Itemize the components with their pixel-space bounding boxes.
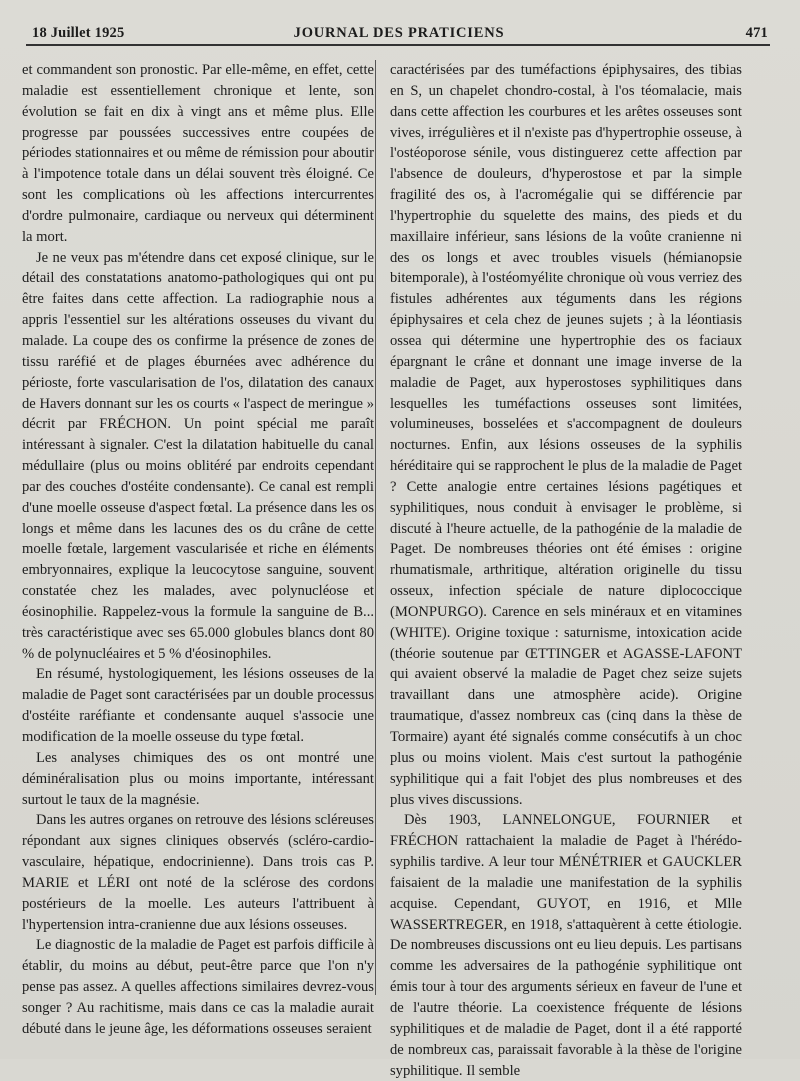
page-number: 471: [745, 25, 768, 41]
right-column: [390, 60, 742, 1081]
paragraph: Je ne veux pas m'étendre dans cet exposé clinique, sur le détail des constatations anatomo-pathologiques qui ont pu être faites dans cette affection. La radiographie nous a appris l'essentiel sur les altérations osseuses du vivant du malade. La coupe des os confirme la présence de zones de tissu raréfié et de plages éburnées avec adhérence du périoste, forte vascularisation de l'os, dilatation des canaux de Havers donnant sur les os courts « l'aspect de meringue » décrit par FRÉCHON. Un point spécial me paraît intéressant à signaler. C'est la dilatation habituelle du canal médullaire (plus ou moins oblitéré par endroits cependant par des couches d'ostéite condensante). Ce canal est rempli d'une moelle osseuse d'aspect fœtal. La présence dans les os longs et même dans les lacunes des os du crâne de cette moelle fœtale, largement vascularisée et riche en éléments embryonnaires, explique la leucocytose sanguine, souvent constatée chez les malades, avec polynucléose et éosinophilie. Rappelez-vous la formule la sanguine de B... très caractéristique avec ses 65.000 globules blancs dont 80 % de polynucléaires et 5 % d'éosinophiles.: [22, 249, 374, 662]
paragraph: et commandent son pronostic. Par elle-même, en effet, cette maladie est essentiellement chronique et lente, son évolution se fait en dix à vingt ans et même plus. Elle progresse par poussées successives entre coupées de périodes stationnaires et ou même de rémission pour aboutir à l'impotence totale dans un délai souvent très éloigné. Ce sont les complications où les affections intercurrentes d'ordre pulmonaire, cardiaque ou nerveux qui déterminent la mort.: [22, 62, 374, 245]
paragraph: caractérisées par des tuméfactions épiphysaires, des tibias en S, un chapelet chondro-costal, à l'os téomalacie, mais dans cette affection les courbures et les arêtes osseuses sont vives, irrégulières et il n'existe pas d'hypertrophie osseuse, à l'ostéoporose sénile, vous distinguerez cette affection par l'absence de douleurs, d'hyperostose et par la simple fragilité des os, à l'acromégalie qui se différencie par l'hypertrophie du squelette des mains, des pieds et du maxillaire inférieur, sans lésions de la voûte cranienne ni des os longs et avec troubles visuels (hémianopsie bitemporale), à l'ostéomyélite chronique où vous verriez des fistules adhérentes aux téguments dans les régions épiphysaires et cela chez de jeunes sujets ; à la léontiasis ossea qui détermine une hypertrophie des os faciaux épargnant le crâne et donnant une image inverse de la maladie de Paget, aux hyperostoses syphilitiques dans lesquelles les tuméfactions osseuses sont limitées, volumineuses, bosselées et s'accompagnent de douleurs nocturnes. Enfin, aux lésions osseuses de la syphilis héréditaire qui se rapprochent le plus de la maladie de Paget ? Cette analogie entre certaines lésions pagétiques et syphilitiques, nous conduit à envisager le problème, si discuté à l'heure actuelle, de la pathogénie de la maladie de Paget. De nombreuses théories ont été émises : origine rhumatismale, arthritique, altération originelle du tissu osseux, infection spéciale de nature diplococcique (MONPURGO). Carence en sels minéraux et en vitamines (WHITE). Origine toxique : saturnisme, intoxication acide (théorie soutenue par ŒTTINGER et AGASSE-LAFONT qui avaient observé la maladie de Paget chez seize sujets travaillant dans une atmosphère acide). Origine traumatique, d'assez nombreux cas (cinq dans la thèse de Tormaire) ayant été signalés comme consécutifs à un choc plus ou moins violent. Mais c'est surtout la pathogénie syphilitique qui a fait l'objet des plus nombreuses et des plus vives discussions.: [390, 62, 742, 808]
paragraph: Le diagnostic de la maladie de Paget est parfois difficile à établir, du moins au début, peut-être parce que l'on n'y pense pas assez. A quelles affections similaires devrez-vous songer ? Au rachitisme, mais dans ce cas la maladie aurait débuté dans le jeune âge, les déformations osseuses seraient: [22, 937, 374, 1037]
header-rule: [26, 44, 770, 46]
paragraph: En résumé, hystologiquement, les lésions osseuses de la maladie de Paget sont caractérisées par un double processus d'ostéite raréfiante et condensante auquel s'associe une modification de la moelle osseuse du type fœtal.: [22, 666, 374, 745]
page-header: [28, 22, 770, 44]
journal-title: JOURNAL DES PRATICIENS: [293, 25, 505, 41]
header-date: 18 Juillet 1925: [32, 25, 125, 41]
column-divider: [375, 60, 376, 995]
paragraph: Dans les autres organes on retrouve des lésions scléreuses répondant aux signes cliniques observés (scléro-cardio-vasculaire, hépatique, endocrinienne). Dans trois cas P. MARIE et LÉRI ont noté de la sclérose des cordons postérieurs de la moelle. Les auteurs l'attribuent à l'hypertension intra-cranienne due aux lésions osseuses.: [22, 812, 374, 933]
paragraph: Dès 1903, LANNELONGUE, FOURNIER et FRÉCHON rattachaient la maladie de Paget à l'hérédo-syphilis tardive. A leur tour MÉNÉTRIER et GAUCKLER faisaient de la maladie une manifestation de la syphilis acquise. Cependant, GUYOT, en 1916, et Mlle WASSERTREGER, en 1918, s'attaquèrent à cette étiologie. De nombreuses discussions ont eu lieu depuis. Les partisans comme les adversaires de la pathogénie syphilitique ont émis tour à tour des arguments sérieux en faveur de l'une et de l'autre théorie. La coexistence fréquente de lésions syphilitiques et de maladie de Paget, dont il a été rapporté de nombreux cas, paraissait favorable à la thèse de l'origine syphilitique. Il semble: [390, 812, 742, 1079]
paragraph: Les analyses chimiques des os ont montré une déminéralisation plus ou moins importante, intéressant surtout le taux de la magnésie.: [22, 749, 374, 808]
left-column: [22, 60, 374, 1040]
